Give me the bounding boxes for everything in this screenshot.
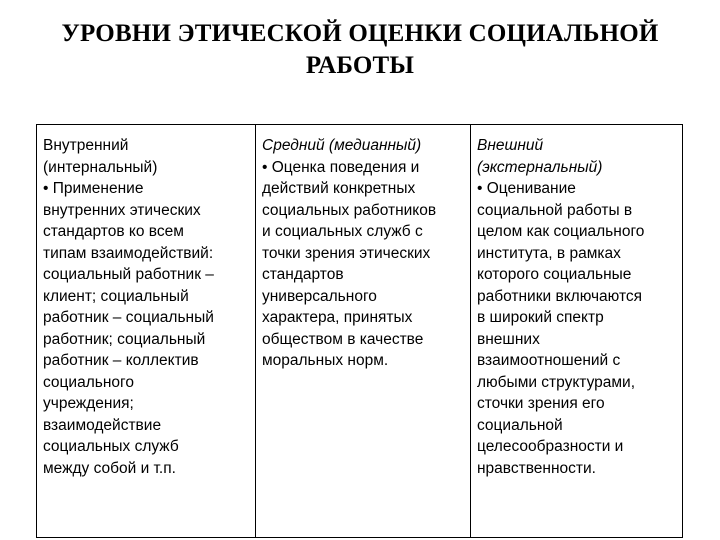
column-text: типам взаимодействий:	[43, 244, 214, 262]
column-text: характера, принятых	[262, 309, 413, 326]
column-text: целом как социального	[477, 223, 645, 240]
column-text: взаимоотношений с	[477, 352, 621, 369]
column-text: учреждения;	[43, 395, 134, 412]
column-text: социального	[43, 373, 134, 391]
column-text: между собой и т.п.	[43, 459, 176, 477]
column-text: социальных работников	[262, 201, 437, 219]
column-text: сточки зрения его	[477, 395, 605, 412]
column-text: взаимодействие	[43, 416, 162, 434]
column-text: универсального	[262, 287, 377, 305]
column-text: стандартов ко всем	[43, 223, 184, 240]
column-text: любыми структурами,	[477, 373, 636, 391]
column-text: социальной работы в	[477, 201, 633, 219]
column-text: нравственности.	[477, 459, 596, 477]
column-text: внешних	[477, 330, 540, 348]
column-text: социальный работник –	[43, 266, 214, 283]
column-internal	[37, 125, 255, 537]
column-text: работник – социальный	[43, 309, 214, 326]
column-text: работник; социальный	[43, 330, 206, 348]
column-external	[470, 125, 682, 537]
column-heading: Средний (медианный)	[262, 137, 422, 154]
column-heading: (интернальный)	[43, 158, 158, 176]
column-text: клиент; социальный	[43, 287, 189, 305]
column-median	[255, 125, 470, 537]
column-text: в широкий спектр	[477, 309, 604, 326]
column-text: • Оценивание	[477, 180, 576, 197]
column-text: целесообразности и	[477, 438, 624, 455]
column-text: обществом в качестве	[262, 330, 424, 348]
column-text: точки зрения этических	[262, 244, 431, 262]
column-text: социальных служб	[43, 438, 179, 455]
column-heading: Внутренний	[43, 137, 129, 154]
column-text: стандартов	[262, 266, 344, 283]
ethics-levels-table	[36, 124, 683, 538]
column-text: • Применение	[43, 180, 144, 197]
column-text: • Оценка поведения и	[262, 158, 420, 176]
column-text: института, в рамках	[477, 244, 621, 262]
column-text: внутренних этических	[43, 201, 201, 219]
column-text: работники включаются	[477, 287, 643, 305]
column-text: и социальных служб с	[262, 223, 423, 240]
column-heading: Внешний	[477, 137, 544, 154]
title-line-1: УРОВНИ ЭТИЧЕСКОЙ ОЦЕНКИ СОЦИАЛЬНОЙ	[61, 20, 659, 47]
column-text: действий конкретных	[262, 180, 416, 197]
column-text: которого социальные	[477, 266, 632, 283]
title-line-2: РАБОТЫ	[305, 52, 415, 79]
page-title	[0, 18, 720, 82]
column-text: моральных норм.	[262, 352, 389, 369]
column-text: социальной	[477, 416, 563, 434]
column-text: работник – коллектив	[43, 352, 199, 369]
column-heading: (экстернальный)	[477, 158, 603, 176]
